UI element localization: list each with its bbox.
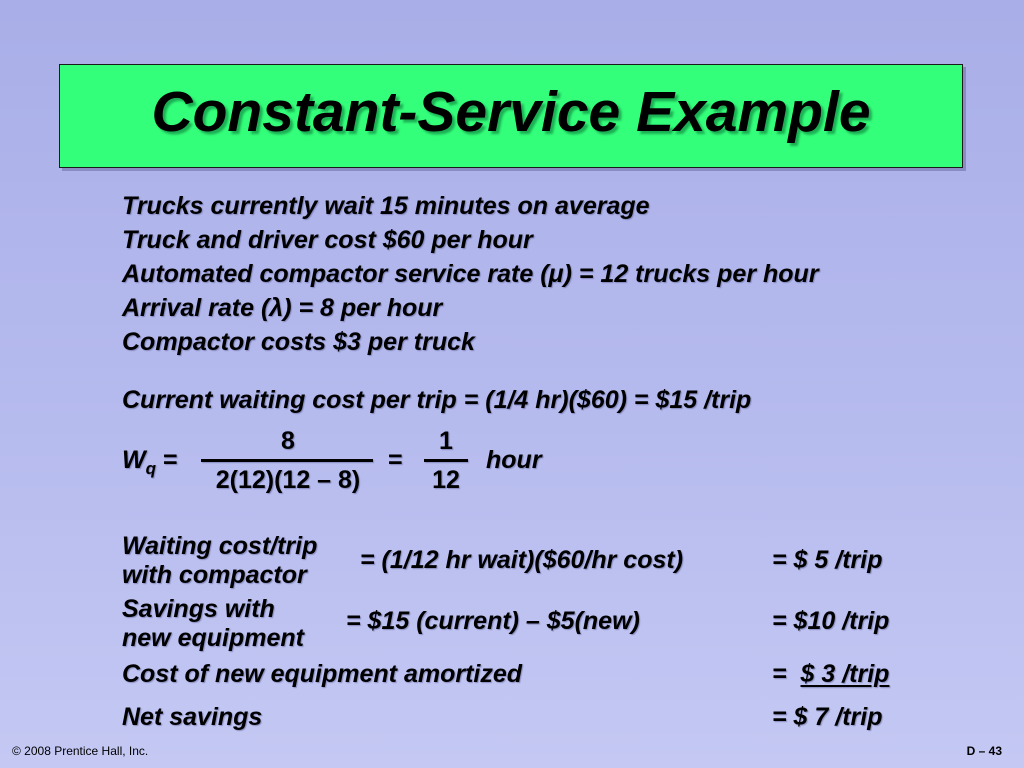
waiting-cost-result: = $ 5 /trip	[772, 546, 883, 574]
wq-second-equals: =	[388, 446, 403, 474]
current-waiting-cost: Current waiting cost per trip = (1/4 hr)($60) = $15 /trip	[122, 386, 752, 414]
wq-symbol: W	[122, 446, 146, 474]
savings-result: = $10 /trip	[772, 607, 890, 635]
fraction2-denominator: 12	[432, 466, 460, 494]
net-savings-label: Net savings	[122, 703, 263, 731]
wq-unit: hour	[486, 446, 542, 474]
copyright-footer: © 2008 Prentice Hall, Inc.	[12, 744, 149, 758]
net-savings-result: = $ 7 /trip	[772, 703, 883, 731]
fact-service-rate: Automated compactor service rate (μ) = 12 trucks per hour	[122, 260, 819, 288]
savings-label-line1: Savings with	[122, 595, 275, 623]
wq-subscript: q	[145, 459, 156, 478]
slide-title: Constant-Service Example	[151, 80, 871, 144]
fraction2-bar	[424, 459, 468, 462]
wq-label	[122, 446, 178, 479]
savings-label-line2: new equipment	[122, 624, 304, 652]
amortized-equals: =	[772, 660, 787, 688]
page-number: D – 43	[966, 744, 1002, 758]
savings-label	[122, 595, 304, 653]
waiting-cost-label-line1: Waiting cost/trip	[122, 532, 318, 560]
fact-wait-time: Trucks currently wait 15 minutes on average	[122, 192, 650, 220]
savings-expression: = $15 (current) – $5(new)	[346, 607, 640, 635]
fact-driver-cost: Truck and driver cost $60 per hour	[122, 226, 533, 254]
fraction2-numerator: 1	[439, 427, 453, 455]
waiting-cost-label-line2: with compactor	[122, 561, 307, 589]
amortized-cost-result	[772, 660, 889, 689]
amortized-cost-label: Cost of new equipment amortized	[122, 660, 523, 688]
title-box	[59, 64, 963, 168]
fraction1-denominator: 2(12)(12 – 8)	[215, 466, 361, 494]
waiting-cost-label	[122, 532, 317, 590]
fact-arrival-rate: Arrival rate (λ) = 8 per hour	[122, 294, 443, 322]
wq-equals: =	[162, 446, 178, 474]
amortized-value: $ 3 /trip	[800, 660, 890, 688]
waiting-cost-expression: = (1/12 hr wait)($60/hr cost)	[360, 546, 684, 574]
fraction1-bar	[201, 459, 373, 462]
fact-compactor-cost: Compactor costs $3 per truck	[122, 328, 475, 356]
fraction1-numerator: 8	[281, 427, 295, 455]
